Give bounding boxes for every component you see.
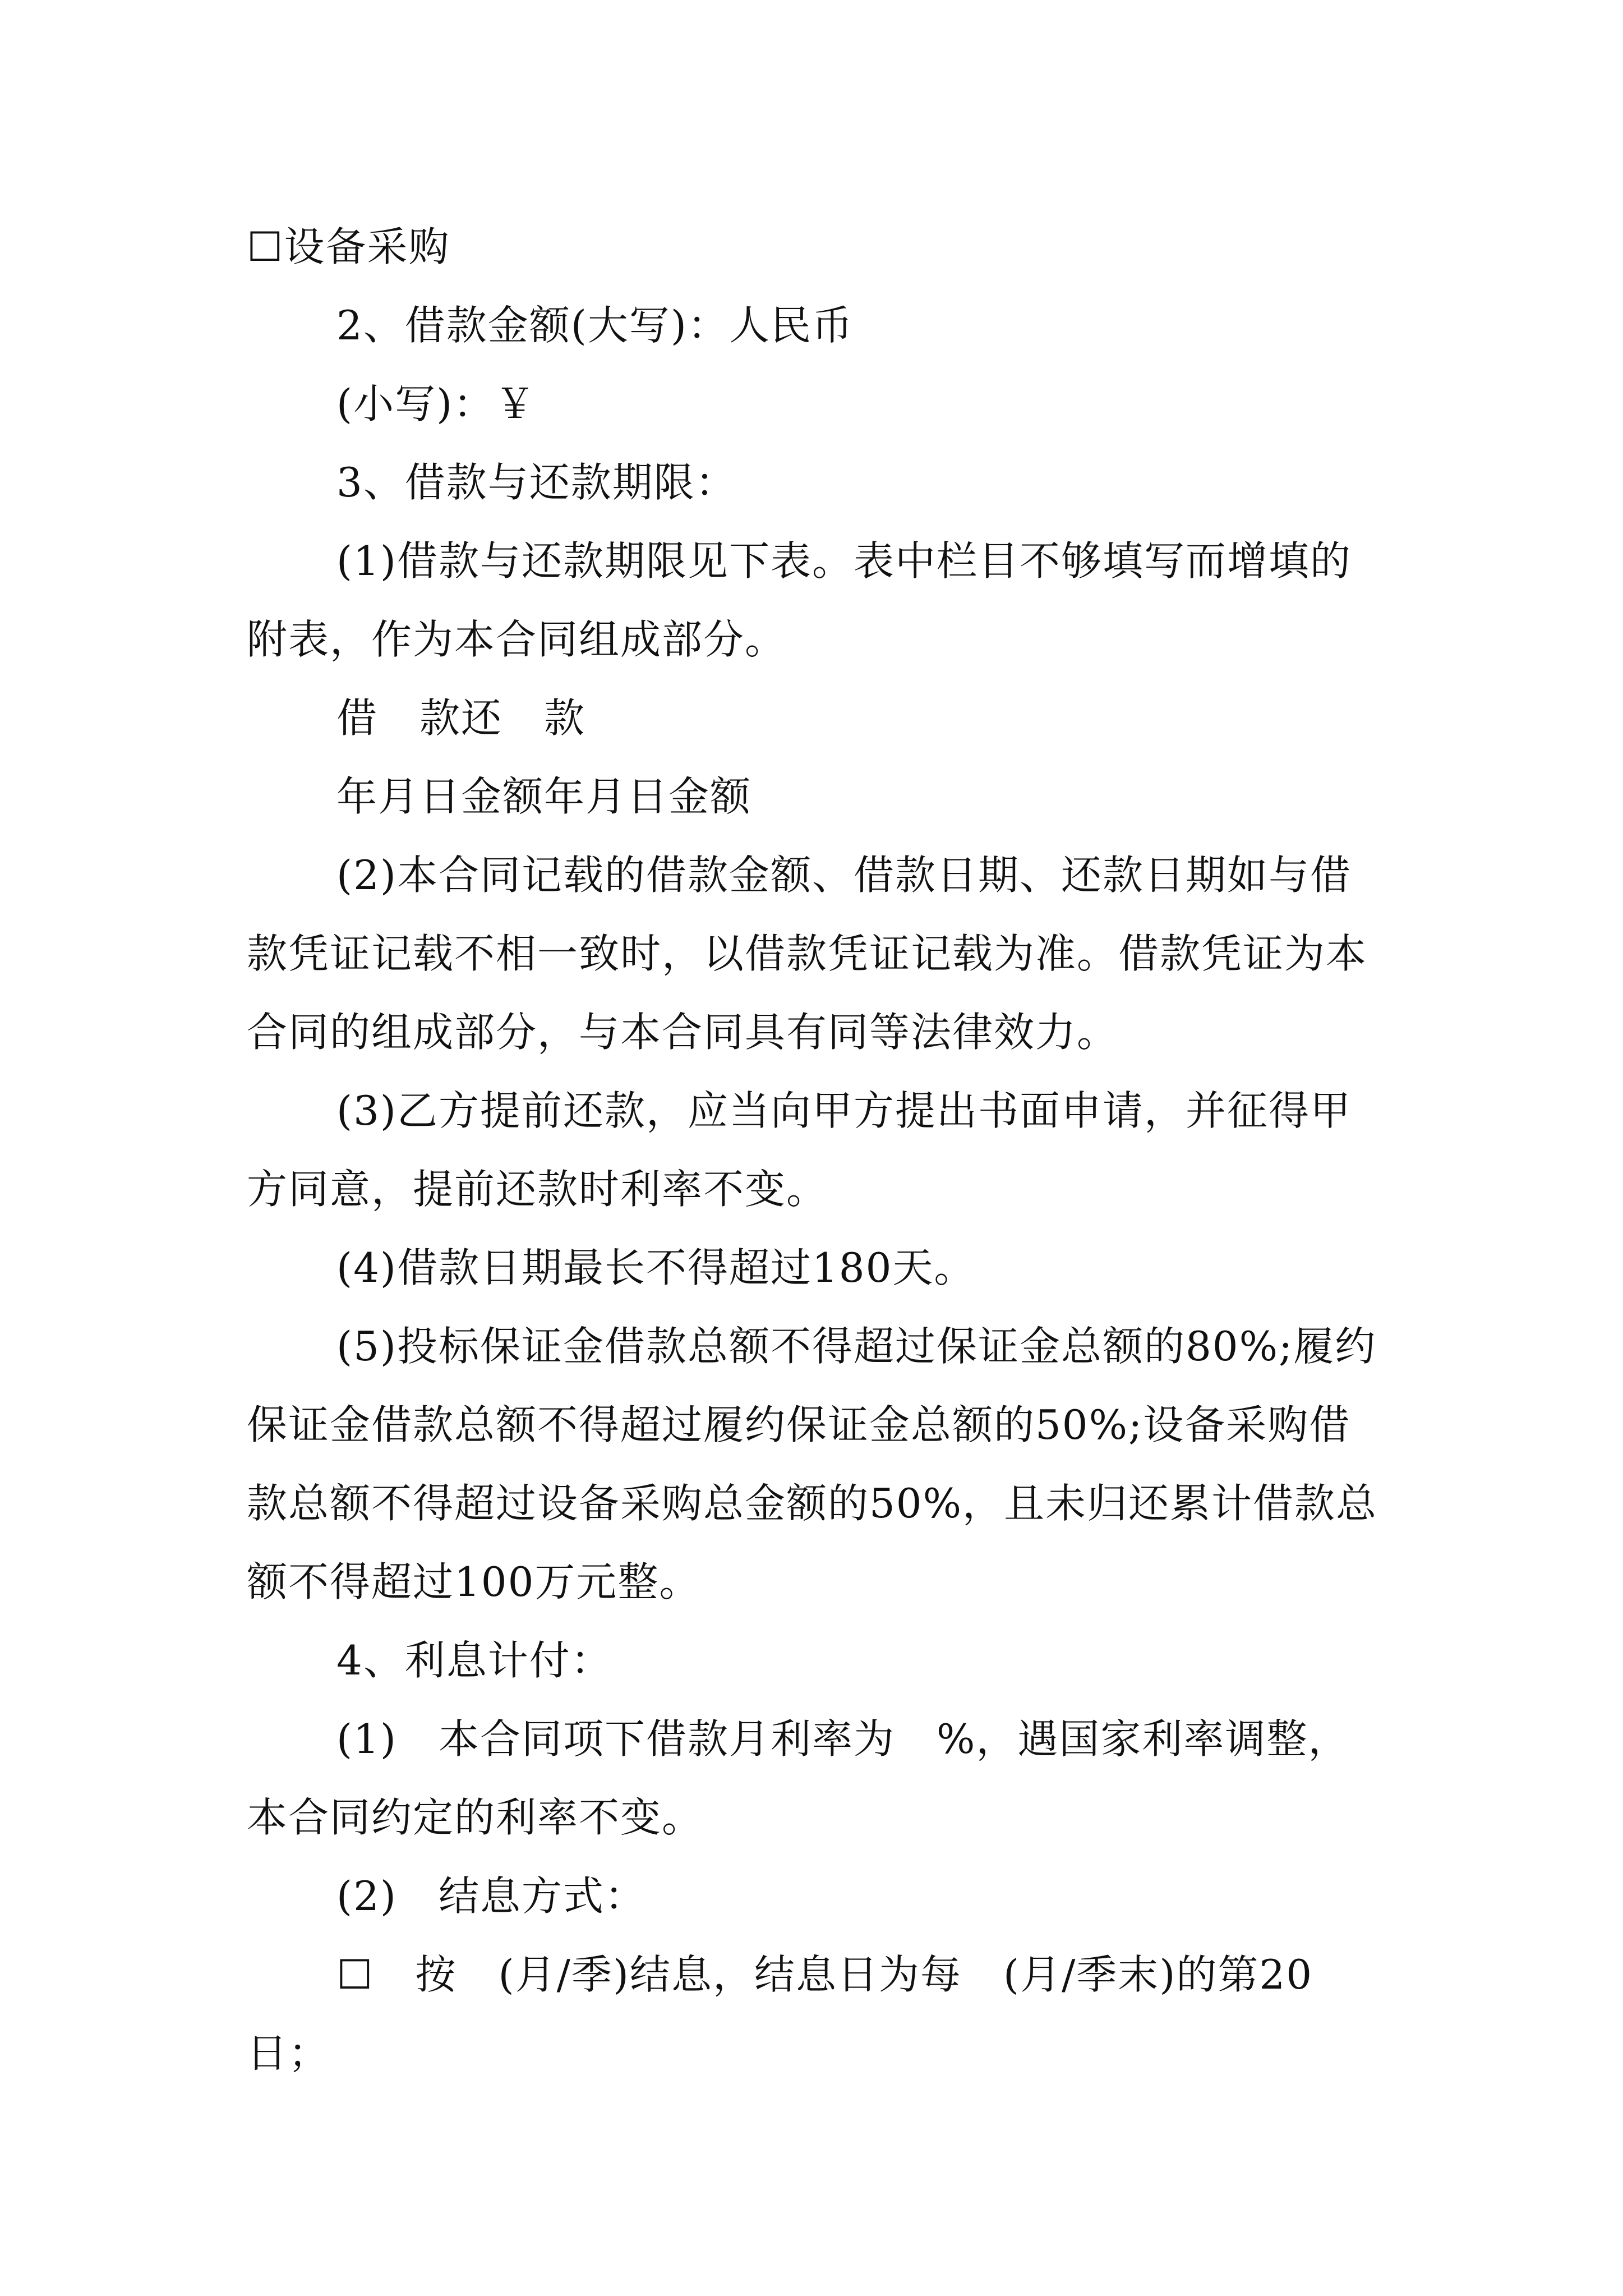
paragraph-3-4: (4)借款日期最长不得超过180天。 — [336, 1244, 976, 1291]
document-body — [247, 208, 1391, 2092]
paragraph-3-1: (1)借款与还款期限见下表。表中栏目不够填写而增填的附表，作为本合同组成部分。 — [247, 537, 1352, 663]
paragraph-3-3: (3)乙方提前还款，应当向甲方提出书面申请，并征得甲方同意，提前还款时利率不变。 — [247, 1087, 1352, 1213]
paragraph-3-2: (2)本合同记载的借款金额、借款日期、还款日期如与借款凭证记载不相一致时，以借款凭证记载为准。借款凭证为本合同的组成部分，与本合同具有同等法律效力。 — [247, 852, 1368, 1056]
checkbox-interest-settlement: ☐ 按 (月/季)结息，结息日为每 (月/季末)的第20日； — [247, 1951, 1313, 2077]
table-header-loan-repay: 借 款还 款 — [336, 694, 586, 742]
paragraph-4-1: (1) 本合同项下借款月利率为 %，遇国家利率调整，本合同约定的利率不变。 — [247, 1715, 1350, 1841]
section-4-heading: 4、利息计付： — [336, 1637, 612, 1684]
paragraph-3-5: (5)投标保证金借款总额不得超过保证金总额的80%;履约保证金借款总额不得超过履约保证金总额的50%;设备采购借款总额不得超过设备采购总金额的50%，且未归还累计借款总额不得超过100万元整。 — [247, 1323, 1378, 1605]
section-3-heading: 3、借款与还款期限： — [336, 459, 737, 506]
table-header-date-amount: 年月日金额年月日金额 — [336, 773, 752, 820]
checkbox-equipment-purchase: ☐设备采购 — [247, 223, 450, 270]
loan-amount-uppercase: 2、借款金额(大写)：人民币 — [336, 302, 854, 349]
paragraph-4-2: (2) 结息方式： — [336, 1872, 646, 1920]
loan-amount-lowercase: (小写)：￥ — [336, 380, 537, 427]
